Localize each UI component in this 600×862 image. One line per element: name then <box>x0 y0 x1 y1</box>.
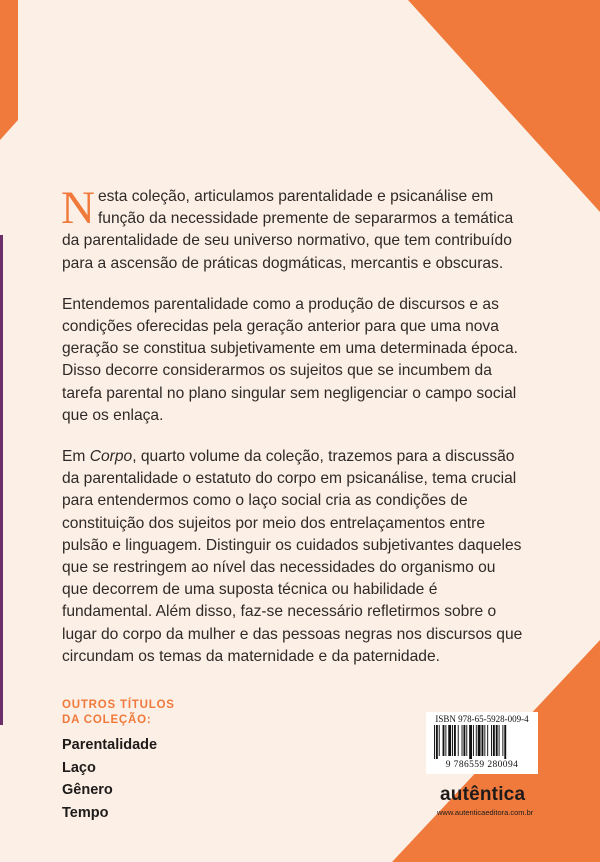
paragraph-3-text: , quarto volume da coleção, trazemos para a discussão da parentalidade o estatuto do corpo em psicanálise, tema crucial para entendermos como o laço social cria as condições de constituição dos sujeitos por meio dos entrelaçamentos entre pulsão e linguagem. Distinguir os cuidados subjetivantes daqueles que se restringem ao nível das necessidades do organismo ou que decorrem de uma suposta técnica ou habilidade é fundamental. Além disso, faz-se necessário refletirmos sobre o lugar do corpo da mulher e das pessoas negras nos discursos que circundam os temas da maternidade e da paternidade. <box>62 448 523 665</box>
barcode-bar <box>484 725 485 756</box>
barcode-bar <box>452 725 453 756</box>
barcode-bar <box>434 725 435 759</box>
barcode-bar <box>454 725 456 756</box>
back-cover-text <box>61 182 524 687</box>
paragraph-3 <box>62 446 524 668</box>
barcode-bar <box>473 725 474 756</box>
barcode-bar <box>502 725 503 756</box>
other-title-item: Parentalidade <box>62 737 158 753</box>
paragraph-1 <box>61 182 524 275</box>
top-right-orange-triangle <box>408 0 600 212</box>
barcode-box <box>426 712 538 774</box>
barcode-bar <box>491 725 492 756</box>
drop-cap: N <box>61 182 95 234</box>
barcode-bar <box>436 725 438 759</box>
book-title-italic: Corpo <box>89 448 133 466</box>
barcode-bar <box>476 725 477 756</box>
purple-spine-line <box>0 235 3 725</box>
publisher-website: www.autenticaeditora.com.br <box>437 808 534 817</box>
barcode-bar <box>448 725 451 756</box>
publisher-logo: autêntica <box>440 784 526 805</box>
other-titles-label: OUTROS TÍTULOS DA COLEÇÃO: <box>62 699 175 726</box>
barcode-bar <box>462 725 463 756</box>
other-titles-section <box>62 698 182 824</box>
barcode-bar <box>445 725 446 756</box>
isbn-text: ISBN 978-65-5928-009-4 <box>435 714 529 724</box>
left-orange-band <box>0 0 18 140</box>
barcode-bar <box>493 725 495 756</box>
barcode-number: 9 786559 280094 <box>445 760 519 770</box>
other-title-item: Tempo <box>62 804 109 821</box>
barcode-bar <box>482 725 484 756</box>
barcode-bar <box>487 725 488 756</box>
paragraph-1-text: esta coleção, articulamos parentalidade e psicanálise em função da necessidade premente de separarmos a temática da parentalidade de seu universo normativo, que tem contribuído para a ascensão de práticas dogmáticas, mercantis e obscuras. <box>62 188 514 272</box>
paragraph-3-prefix: Em <box>62 448 90 466</box>
barcode-bar <box>463 725 465 756</box>
barcode-bar <box>469 725 472 759</box>
paragraph-2: Entendemos parentalidade como a produção de discursos e as condições oferecidas pela geração anterior para que uma nova geração se constitua subjetivamente em uma determinada época. Disso decorre considerarmos os sujeitos que se incumbem da tarefa parental no plano singular sem negligenciar o campo social que os enlaça. <box>62 295 518 424</box>
barcode-bar <box>496 725 498 756</box>
other-title-item: Gênero <box>62 782 113 798</box>
barcode-bar <box>478 725 481 756</box>
barcode-bar <box>443 725 445 756</box>
barcode-bar <box>458 725 459 756</box>
barcode-bar <box>466 725 467 756</box>
other-title-item: Laço <box>62 759 96 776</box>
barcode-bars <box>434 725 530 759</box>
barcode-bar <box>499 725 500 756</box>
barcode-bar <box>439 725 440 756</box>
barcode-bar <box>504 725 506 759</box>
other-titles-list <box>62 734 182 824</box>
